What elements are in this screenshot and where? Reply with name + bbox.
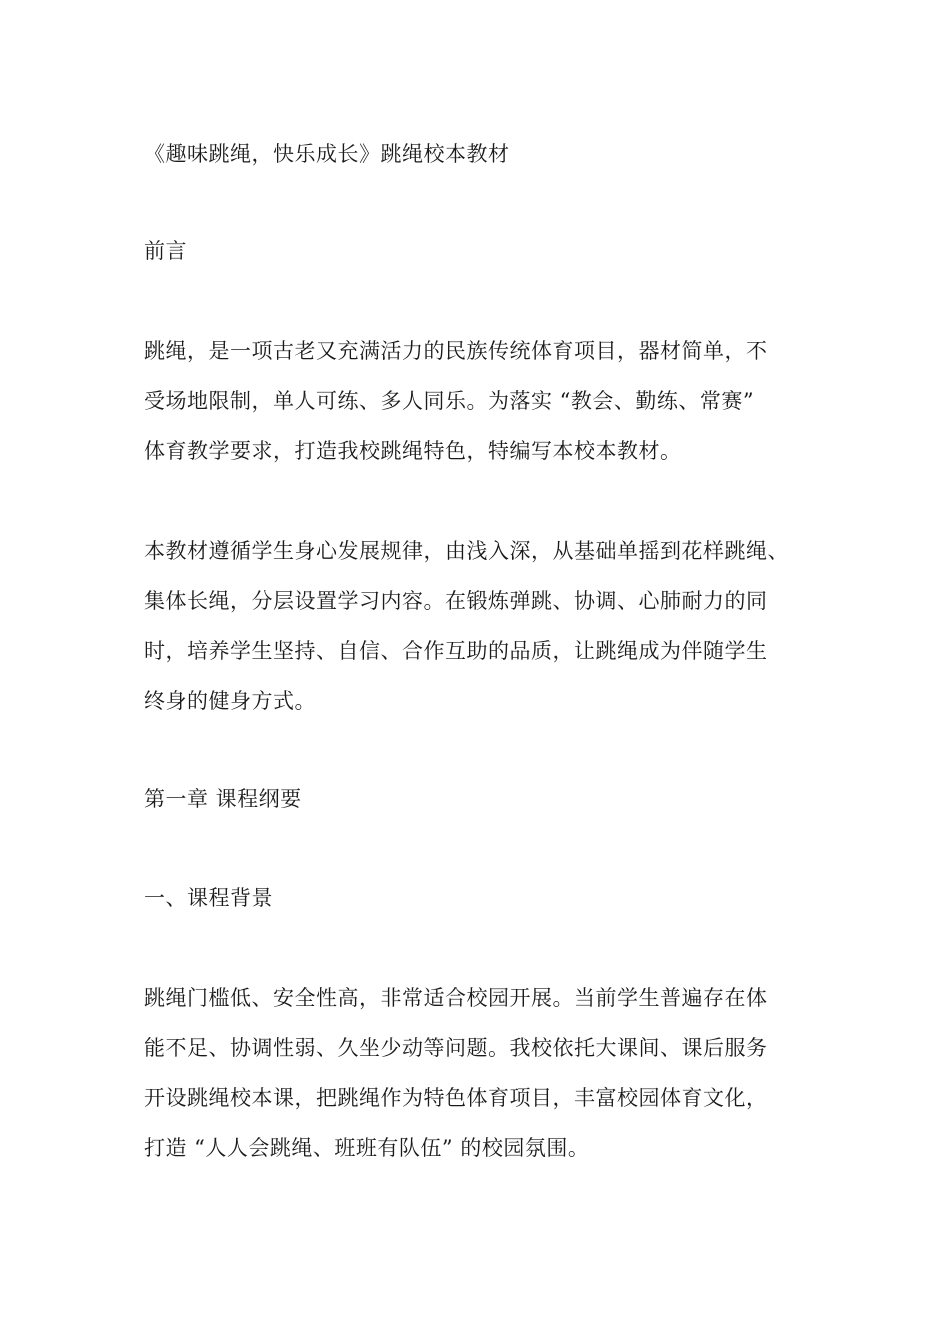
chapter-heading: 第一章 课程纲要 — [144, 787, 302, 811]
section-heading: 一、课程背景 — [144, 886, 273, 910]
paragraph-line: 打造 “人人会跳绳、班班有队伍” 的校园氛围。 — [144, 1136, 590, 1160]
paragraph-line: 受场地限制，单人可练、多人同乐。为落实 “教会、勤练、常赛” — [144, 389, 755, 413]
paragraph-line: 跳绳，是一项古老又充满活力的民族传统体育项目，器材简单，不 — [144, 339, 768, 363]
section-paragraph — [144, 985, 834, 1161]
paragraph-line: 集体长绳，分层设置学习内容。在锻炼弹跳、协调、心肺耐力的同 — [144, 589, 768, 613]
paragraph-line: 跳绳门槛低、安全性高，非常适合校园开展。当前学生普遍存在体 — [144, 986, 768, 1010]
preface-heading: 前言 — [144, 239, 187, 263]
paragraph-line: 时，培养学生坚持、自信、合作互助的品质，让跳绳成为伴随学生 — [144, 639, 768, 663]
paragraph-line: 开设跳绳校本课，把跳绳作为特色体育项目，丰富校园体育文化， — [144, 1086, 768, 1110]
paragraph-line: 终身的健身方式。 — [144, 689, 316, 713]
preface-paragraph — [144, 538, 834, 714]
document-title: 《趣味跳绳，快乐成长》跳绳校本教材 — [144, 142, 510, 166]
paragraph-line: 体育教学要求，打造我校跳绳特色，特编写本校本教材。 — [144, 439, 682, 463]
preface-paragraph — [144, 338, 834, 464]
paragraph-line: 本教材遵循学生身心发展规律，由浅入深，从基础单摇到花样跳绳、 — [144, 539, 789, 563]
paragraph-line: 能不足、协调性弱、久坐少动等问题。我校依托大课间、课后服务 — [144, 1036, 768, 1060]
